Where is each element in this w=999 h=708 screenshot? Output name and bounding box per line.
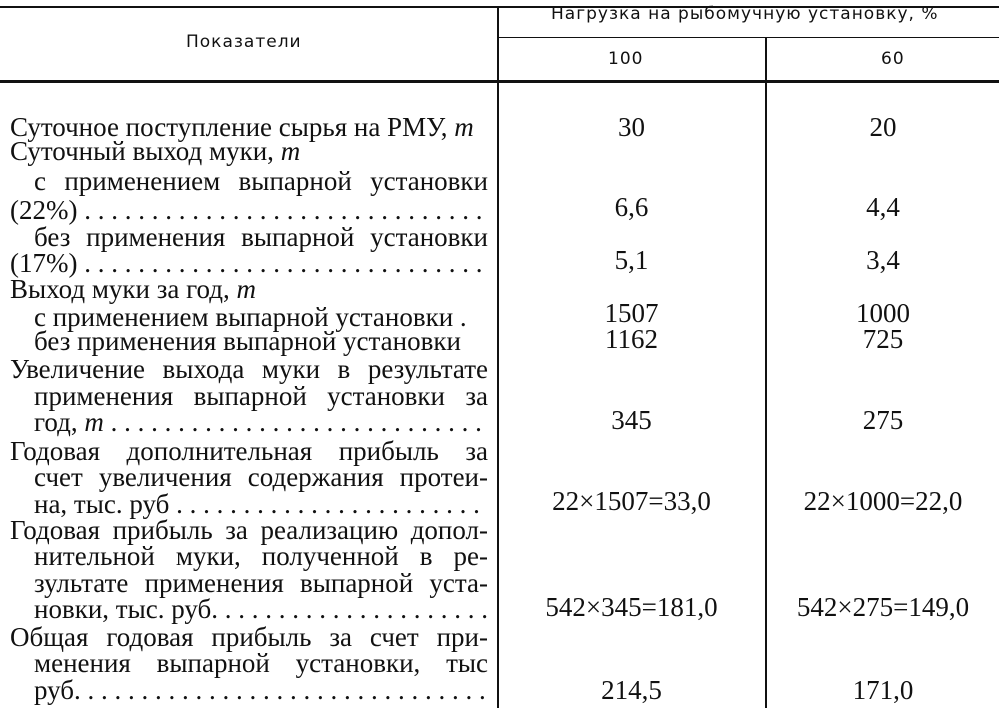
- row-protein-profit-60: 22×1000=22,0: [803, 486, 963, 516]
- row-daily-intake-label: Суточное поступление сырья на РМУ, т: [10, 112, 474, 142]
- row-daily-without-evap-60: 3,4: [866, 245, 900, 275]
- row-annual-with-evap-label: с применением выпарной установки .: [34, 302, 467, 332]
- row-protein-profit-label-3: на, тыс. руб . . .: [34, 489, 488, 519]
- row-protein-profit-label-1: Годовая дополнительная прибыль за: [10, 436, 488, 466]
- row-annual-yield-label: Выход муки за год, т: [10, 274, 256, 304]
- row-daily-with-evap-60: 4,4: [866, 192, 900, 222]
- row-flour-profit-60: 542×275=149,0: [796, 592, 970, 622]
- row-daily-without-evap-label: без применения выпарной установки: [34, 222, 488, 252]
- row-annual-without-evap-100: 1162: [605, 324, 658, 354]
- row-annual-with-evap-60: 1000: [856, 298, 910, 328]
- row-protein-profit-label-2: счет увеличения содержания протеи-: [34, 462, 488, 492]
- row-daily-with-evap-label: с применением выпарной установки: [34, 166, 488, 196]
- row-daily-with-evap-100: 6,6: [614, 192, 649, 222]
- row-flour-profit-label-1: Годовая прибыль за реализацию допол-: [10, 515, 488, 545]
- row-annual-without-evap-60: 725: [862, 324, 904, 354]
- row-flour-profit-label-2: нительной муки, полученной в ре-: [34, 541, 488, 571]
- row-protein-profit-100: 22×1507=33,0: [552, 486, 711, 516]
- row-daily-intake-60: 20: [869, 112, 897, 142]
- row-flour-profit-label-4: новки, тыс. руб. . . .: [34, 594, 488, 624]
- row-flour-profit-100: 542×345=181,0: [545, 592, 718, 622]
- row-daily-without-evap-label-2: (17%) . . .: [10, 248, 488, 278]
- row-total-profit-label-1: Общая годовая прибыль за счет при-: [10, 622, 488, 652]
- row-increase-label-2: применения выпарной установки за: [34, 381, 488, 411]
- row-increase-100: 345: [611, 405, 652, 435]
- row-total-profit-100: 214,5: [601, 675, 662, 705]
- column-header-60: 60: [881, 49, 905, 69]
- row-increase-60: 275: [862, 405, 904, 435]
- row-annual-without-evap-label: без применения выпарной установки: [34, 326, 461, 356]
- load-header: Нагрузка на рыбомучную установку, %: [551, 4, 939, 24]
- indicators-header: Показатели: [186, 32, 302, 52]
- row-flour-profit-label-3: зультате применения выпарной уста-: [34, 568, 488, 598]
- subheader-rule: [498, 37, 999, 38]
- row-annual-with-evap-100: 1507: [604, 298, 659, 328]
- row-daily-intake-100: 30: [618, 112, 645, 142]
- row-total-profit-60: 171,0: [852, 675, 914, 705]
- row-increase-label-1: Увеличение выхода муки в результате: [10, 354, 488, 384]
- row-daily-yield-label: Суточный выход муки, т: [10, 136, 301, 166]
- row-daily-without-evap-100: 5,1: [614, 245, 649, 275]
- row-total-profit-label-2: менения выпарной установки, тыс: [34, 648, 488, 678]
- row-total-profit-label-3: руб. . . .: [34, 675, 488, 705]
- row-increase-label-3: год, т . . .: [34, 407, 488, 437]
- column-header-100: 100: [608, 49, 644, 69]
- row-daily-with-evap-label-2: (22%) . . .: [10, 195, 488, 225]
- header-bottom-rule: [0, 80, 999, 83]
